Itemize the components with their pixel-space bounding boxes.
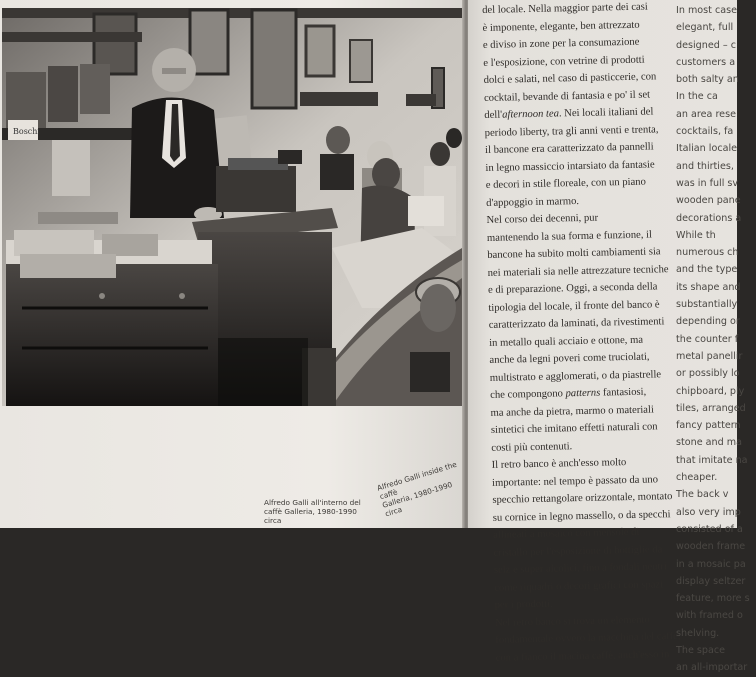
italian-text-line: del locale. Nella maggior parte dei casi: [482, 1, 648, 16]
english-text-line: depending or: [676, 316, 740, 328]
italian-text-line: specchio rettangolare orizzontale, montato: [492, 491, 673, 506]
english-text-line: wooden pane: [676, 195, 741, 207]
italian-text-line: e di preparazione. Oggi, a seconda della: [487, 281, 658, 296]
caption-italian: Alfredo Galli all'interno del caffè Galleria, 1980-1990 circa: [264, 498, 361, 525]
english-text-line: The space: [676, 644, 726, 656]
english-text-line: metal panellir: [676, 350, 743, 362]
italian-text-line: e diviso in zone per la consumazione: [482, 36, 640, 51]
english-text-line: was in full sv: [676, 177, 739, 189]
italian-text-line: nei materiali sia nelle attrezzature tecniche: [487, 263, 669, 279]
english-text-line: numerous ch: [676, 247, 739, 259]
italian-text-line: fondamentale ovvero la macchina del caffè,: [495, 630, 681, 646]
english-text-line: and the type: [676, 264, 738, 276]
italian-text-line: ma anche da pietra, marmo o materiali: [490, 403, 654, 419]
italian-text-line: in metallo quali acciaio e ottone, ma: [489, 334, 644, 349]
english-text-line: consisted of a: [676, 523, 743, 535]
italian-text-line: costi più contenuti.: [491, 440, 573, 454]
cafe-photograph: [2, 8, 462, 406]
italian-text-line: dolci e salati, nel caso di pasticcerie, con: [483, 71, 657, 86]
italian-text-line: cristallo per l'esposizione di bottiglie da: [493, 543, 663, 559]
italian-text-line: anche da legni poveri come truciolati,: [489, 351, 650, 366]
english-text-column: [676, 2, 756, 677]
italian-text-line: Nel corso dei decenni, pur: [486, 212, 599, 226]
italian-text-line: Nel retro banco si trova un elemento: [494, 614, 650, 629]
english-text-line: fancy pattern: [676, 420, 741, 432]
english-text-line: cocktails, fa: [676, 126, 734, 138]
english-text-line: that imitate na: [676, 454, 748, 466]
english-text-line: shelving.: [676, 627, 720, 639]
italian-text-line: Il retro banco è anch'esso molto: [491, 457, 627, 471]
english-text-line: chipboard, ply: [676, 385, 745, 397]
italian-text-line: sintetici che imitano effetti naturali con: [490, 421, 658, 436]
italian-text-line: come riquadri o decori grafici con spazi: [494, 578, 664, 594]
italian-text-line: tipologia del locale, il fronte del banco è: [488, 298, 660, 314]
english-text-line: stone and ma: [676, 437, 742, 449]
italian-text-line: periodo liberty, tra gli anni venti e trenta,: [484, 123, 659, 139]
italian-text-column: [482, 0, 681, 667]
english-text-line: designed – c: [676, 39, 736, 51]
left-page: [0, 0, 467, 528]
shop-sign-label: Boschi: [13, 127, 40, 136]
photo-captions: [250, 459, 460, 528]
english-text-line: its shape and: [676, 281, 741, 293]
italian-text-line: d'appoggio in marmo.: [486, 195, 580, 209]
english-text-line: In most case: [676, 5, 738, 16]
english-text-line: the counter f: [676, 333, 739, 345]
english-text-line: also very imp: [676, 506, 741, 518]
italian-text-line: e l'esposizione, con vetrine di prodotti: [483, 54, 645, 69]
italian-text-line: selz e super alcolici, fino a fondali neutri: [493, 561, 667, 576]
photo-scene: [2, 8, 462, 406]
english-text-line: wooden frame: [676, 541, 746, 553]
english-text-line: an area rese: [676, 108, 736, 120]
italian-text-line: multistrato e agglomerati, o da piastrelle: [489, 368, 662, 384]
italian-text-line: bancone ha subito molti cambiamenti sia: [487, 246, 661, 261]
english-text-line: customers a: [676, 56, 736, 68]
english-text-line: Italian locale: [676, 143, 738, 155]
italian-text-line: che compongono patterns fantasiosi,: [490, 386, 647, 401]
italian-text-line: mantenendo la sua forma e funzione, il: [486, 228, 653, 244]
english-text-line: in a mosaic pa: [676, 558, 746, 570]
english-text-line: cheaper.: [676, 472, 718, 484]
english-text-line: decorations a: [676, 212, 742, 224]
english-text-line: The back v: [676, 489, 729, 501]
italian-text-line: in legno massiccio intarsiato da fantasie: [485, 158, 655, 174]
english-text-line: or possibly lo: [676, 368, 740, 380]
italian-text-line: il bancone era caratterizzato da pannelli: [484, 141, 654, 156]
italian-text-line: e decori in stile floreale, con un piano: [485, 176, 646, 191]
english-text-line: substantially: [676, 299, 738, 311]
english-text-line: feature, more s: [676, 593, 750, 605]
english-text-line: with framed o: [676, 610, 743, 622]
english-text-line: an all-importar: [676, 662, 748, 674]
italian-text-line: caratterizzato da laminati, da rivestimenti: [488, 316, 665, 331]
english-text-line: display seltzer: [676, 575, 746, 587]
english-text-line: While th: [676, 229, 716, 241]
english-text-line: In the ca: [676, 91, 718, 103]
right-page: [468, 0, 750, 674]
english-text-line: tiles, arranged: [676, 402, 746, 414]
caption-english: Alfredo Galli inside the caffè Galleria, 1980-1990 circa: [376, 459, 458, 519]
italian-text-line: per i prodotti.: [494, 598, 553, 611]
italian-text-line: è imponente, elegante, ben attrezzato: [482, 19, 640, 34]
italian-text-line: con a fianco il macina caffè, anch'esso in: [495, 648, 670, 664]
english-text-line: both salty an: [676, 74, 739, 86]
italian-text-line: su cornice in legno massello, o da specchi: [492, 508, 671, 524]
italian-text-line: cocktail, bevande di fantasia e po' il set: [483, 89, 651, 104]
italian-text-line: dell'afternoon tea. Nei locali italiani del: [484, 106, 654, 121]
english-text-line: and thirties,: [676, 160, 734, 172]
english-text-line: elegant, full: [676, 22, 734, 34]
italian-text-line: allineati a mosaico con mensole di: [493, 526, 640, 541]
italian-text-line: importante: nel tempo è passato da uno: [491, 473, 659, 489]
